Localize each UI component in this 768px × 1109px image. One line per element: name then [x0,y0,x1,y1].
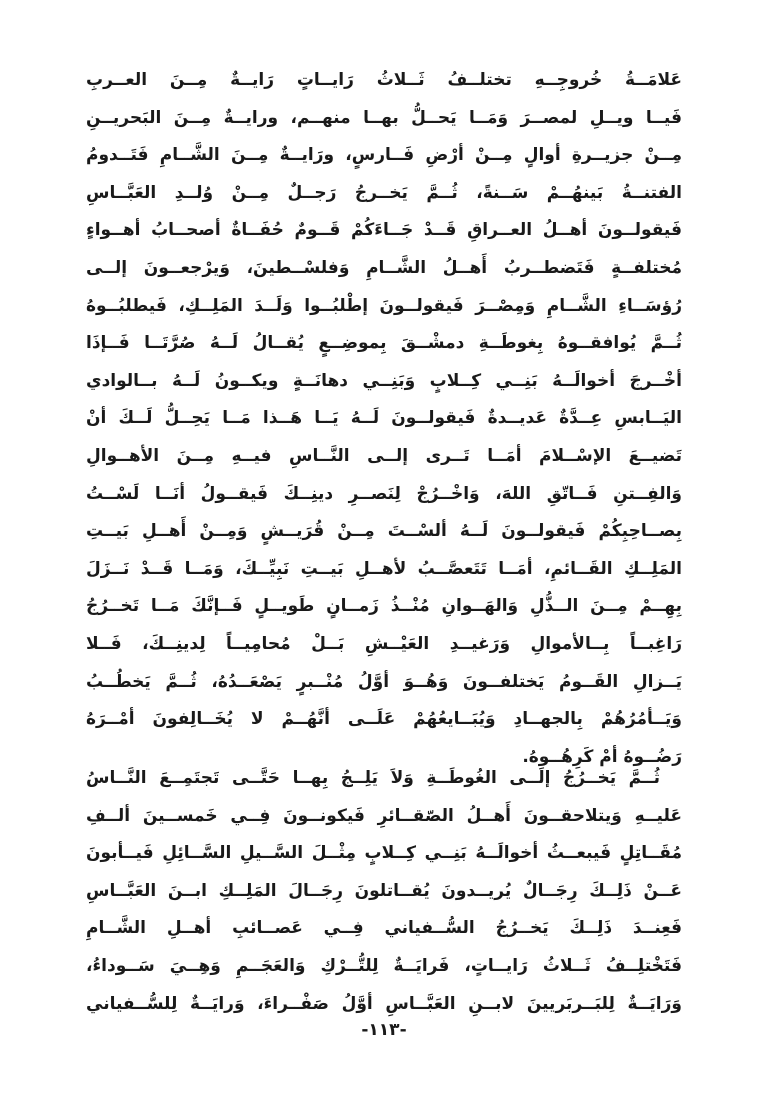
text-line: رَضُــوهُ أمْ كَرِهُــوهُ. [522,746,682,767]
text-line: وَرَايَــةٌ لِلبَــربَريينَ لابــنِ العَبَّــاسِ أوَّلُ صَفْــراءَ، وَرايَــةٌ لِلسُّــفياني [86,993,682,1014]
text-line: عَلامَــةُ خُروجِــهِ تختلــفُ ثَــلاثُ رَايــاتٍ رَايــةٌ مِــنَ العــربِ [86,70,682,90]
text-line: مِــنْ جزيــرةِ أوالٍ مِــنْ أرْضِ فَــارسٍ، ورَايــةٌ مِــنَ الشَّــامِ فَتَــدومُ [86,145,682,166]
text-line: فَيقولــونَ أهــلُ العــراقِ قَــدْ جَــاءَكُمْ قَــومٌ حُفَــاةٌ أصحــابُ أهــواءٍ [86,220,682,241]
text-line: عَــنْ ذَلِــكَ رِجَــالٌ يُريــدونَ يُقــاتلونَ رِجَــالَ المَلِــكِ ابــنَ العَبَّــاسِ [86,880,682,901]
text-line: وَالفِــتنِ فَــاتّقِ اللهَ، وَاخْــرُجْ لِنَصــرِ دينِــكَ فَيقــولُ أنَــا لَسْــتُ [86,483,682,504]
text-line: فَيــا ويــلِ لمصــرَ وَمَــا يَحــلُّ بهــا منهــم، ورايــةٌ مِــنَ البَحريــنِ [86,107,682,128]
text-line: بِصــاحِبِكُمْ فَيقولــونَ لَــهُ ألسْــتَ مِــنْ قُرَيــشٍ وَمِــنْ أَهــلِ بَيــتِ [86,521,682,542]
text-line: مُختلفــةٍ فَتَضطــربُ أَهــلُ الشَّــامِ وَفلسْــطينَ، وَيرْجعــونَ إلــى [86,257,682,278]
paragraph-1 [86,62,682,776]
text-line: فَتَخْتلِــفُ ثَــلاثُ رَايــاتٍ، فَرايَــةٌ لِلتُّــرْكِ وَالعَجَــمِ وَهِــيَ سَــوداءُ، [86,955,682,976]
text-line: ثُــمَّ يَخــرُجُ إلَــى الغُوطَــةِ وَلاَ يَلِــجُ بِهــا حَتَّــى تَجتَمِــعَ النَّــاسُ [86,768,660,788]
text-line: الفتنــةُ بَينهُــمْ سَــنةً، ثُــمَّ يَخــرجُ رَجــلٌ مِــنْ وُلــدِ العَبَّــاسِ [86,182,682,203]
text-line: بِهِــمْ مِــنَ الــذُّلِ وَالهَــوانِ مُنْــذُ زَمــانٍ طَويــلٍ فَــإنَّكَ مَــا تَخــرُجُ [86,596,682,617]
text-line: فَعِنــدَ ذَلِــكَ يَخــرُجُ السُّــفياني فِــي عَصــائبِ أهــلِ الشَّــامِ [86,918,682,939]
text-line: أخْــرجَ أخوالَــهُ بَنِــي كِــلابٍ وَبَنِــي دهانَــةٍ ويكــونُ لَــهُ بــالوادي [86,370,682,391]
text-line: تَضيــعَ الإسْــلامَ أمَــا تَــرى إلــى النَّــاسِ فيــهِ مِــنَ الأهــوالِ [86,445,682,466]
text-line: رُؤسَــاءِ الشَّــامِ وَمِصْــرَ فَيقولــونَ إطْلبُــوا وَلَــدَ المَلِــكِ، فَيطلبُــوهُ [86,295,682,316]
text-line: ثُــمَّ يُوافقــوهُ بِغوطَــةِ دمشْــقَ بِموضِــعٍ يُقــالُ لَــهُ صُرَّتَــا فَــإذَا [86,333,682,354]
text-line: مُقَــاتِلٍ فَيبعــثُ أخوالَــهُ بَنِــي كِــلابٍ مِثْــلَ السَّــيلِ السَّــائِلِ فَيــأبونَ [86,843,682,864]
page-number: -١١٣- [361,1020,407,1040]
text-line: وَيَــأمُرُهُمْ بِالجهــادِ وَيُبَــايعُهُمْ عَلَــى أنَّهُــمْ لا يُخَــالِفونَ أمْــرَهُ [86,709,682,730]
text-line: اليَــابسِ عِــدَّةٌ عَديــدةٌ فَيقولــونَ لَــهُ يَــا هَــذا مَــا يَحِــلُّ لَــكَ أنْ [86,408,682,429]
text-line: المَلِــكِ القَــائمِ، أمَــا تَتَعصَّــبُ لأهــلِ بَيــتِ نَبِيِّــكَ، وَمَــا قَــدْ نَــزَلَ [86,558,682,579]
text-line: يَــزالِ القَــومُ يَختلفــونَ وَهُــوَ أوَّلُ مُنْــبرٍ يَصْعَــدُهُ، ثُــمَّ يَخطُــبُ [86,671,682,692]
text-line: عَليــهِ وَيتلاحقــونَ أَهــلُ الصّقــائرِ فَيكونــونَ فِــي خَمســينَ ألــفِ [86,805,682,826]
paragraph-2 [86,760,682,1023]
text-line: رَاغِبــاً بِــالأموالِ وَرَغيــدِ العَيْــشِ بَــلْ مُحامِيــاً لِدينِــكَ، فَــلا [86,633,682,654]
